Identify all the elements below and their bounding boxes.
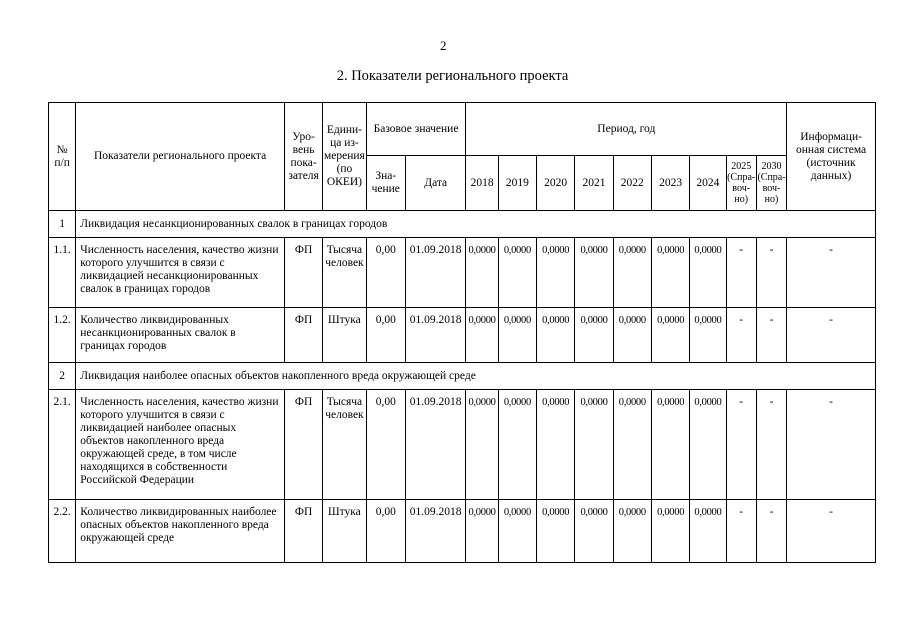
row-value-2025: -	[726, 308, 756, 363]
section-number: 1	[49, 211, 76, 238]
row-level: ФП	[284, 390, 322, 500]
header-base: Базовое значение	[366, 103, 466, 156]
row-unit: Штука	[323, 308, 366, 363]
section-number: 2	[49, 363, 76, 390]
row-number: 1.2.	[49, 308, 76, 363]
row-value-2030: -	[756, 390, 786, 500]
row-value: 0,0000	[651, 238, 689, 308]
row-value-2025: -	[726, 390, 756, 500]
table-row	[49, 308, 876, 363]
row-value-2025: -	[726, 500, 756, 563]
row-info-system: -	[787, 500, 876, 563]
row-level: ФП	[284, 308, 322, 363]
row-value: 0,0000	[466, 238, 498, 308]
row-value: 0,0000	[613, 500, 651, 563]
header-year: 2022	[613, 156, 651, 211]
page-number: 2	[440, 38, 447, 53]
header-base-value: Зна- чение	[366, 156, 405, 211]
row-info-system: -	[787, 308, 876, 363]
header-year: 2024	[690, 156, 726, 211]
indicators-table	[48, 102, 876, 563]
row-base-value: 0,00	[366, 238, 405, 308]
row-number: 2.1.	[49, 390, 76, 500]
header-year-2030: 2030 (Спра- воч- но)	[756, 156, 786, 211]
row-value: 0,0000	[575, 308, 613, 363]
document-title: 2. Показатели регионального проекта	[336, 68, 569, 84]
row-value-2030: -	[756, 500, 786, 563]
row-value-2030: -	[756, 308, 786, 363]
row-base-value: 0,00	[366, 500, 405, 563]
row-level: ФП	[284, 238, 322, 308]
row-value: 0,0000	[498, 390, 536, 500]
header-year: 2018	[466, 156, 498, 211]
row-unit: Тысяча человек	[323, 238, 366, 308]
row-level: ФП	[284, 500, 322, 563]
row-value: 0,0000	[537, 308, 575, 363]
row-value: 0,0000	[537, 500, 575, 563]
row-value: 0,0000	[690, 308, 726, 363]
row-value: 0,0000	[575, 500, 613, 563]
row-indicator: Численность населения, качество жизни которого улучшится в связи с ликвидацией несанкционированных свалок в границах городов	[76, 238, 285, 308]
row-value: 0,0000	[613, 390, 651, 500]
row-value: 0,0000	[690, 238, 726, 308]
header-base-date: Дата	[405, 156, 466, 211]
row-unit: Тысяча человек	[323, 390, 366, 500]
row-value: 0,0000	[575, 238, 613, 308]
row-info-system: -	[787, 390, 876, 500]
section-title: Ликвидация несанкционированных свалок в границах городов	[76, 211, 876, 238]
row-base-value: 0,00	[366, 390, 405, 500]
row-indicator: Численность населения, качество жизни которого улучшится в связи с ликвидацией наиболее опасных объектов накопленного вреда окружающей среде, в том числе находящихся в собственности Российской Федерации	[76, 390, 285, 500]
table-row	[49, 238, 876, 308]
section-title: Ликвидация наиболее опасных объектов накопленного вреда окружающей среде	[76, 363, 876, 390]
header-year: 2020	[537, 156, 575, 211]
header-year: 2019	[498, 156, 536, 211]
row-value-2030: -	[756, 238, 786, 308]
header-period: Период, год	[466, 103, 787, 156]
row-number: 1.1.	[49, 238, 76, 308]
row-indicator: Количество ликвидированных наиболее опасных объектов накопленного вреда окружающей среде	[76, 500, 285, 563]
row-unit: Штука	[323, 500, 366, 563]
header-year-2025: 2025 (Спра- воч- но)	[726, 156, 756, 211]
row-base-date: 01.09.2018	[405, 238, 466, 308]
row-indicator: Количество ликвидированных несанкционированных свалок в границах городов	[76, 308, 285, 363]
row-value: 0,0000	[575, 390, 613, 500]
row-base-value: 0,00	[366, 308, 405, 363]
row-value: 0,0000	[466, 308, 498, 363]
row-value: 0,0000	[690, 500, 726, 563]
header-year: 2023	[651, 156, 689, 211]
row-number: 2.2.	[49, 500, 76, 563]
row-value: 0,0000	[537, 238, 575, 308]
table-row	[49, 500, 876, 563]
header-indicator: Показатели регионального проекта	[76, 103, 285, 211]
section-row	[49, 211, 876, 238]
row-base-date: 01.09.2018	[405, 308, 466, 363]
table-row	[49, 390, 876, 500]
row-value: 0,0000	[498, 238, 536, 308]
row-base-date: 01.09.2018	[405, 390, 466, 500]
row-info-system: -	[787, 238, 876, 308]
row-value: 0,0000	[651, 500, 689, 563]
row-value-2025: -	[726, 238, 756, 308]
row-base-date: 01.09.2018	[405, 500, 466, 563]
row-value: 0,0000	[690, 390, 726, 500]
row-value: 0,0000	[651, 390, 689, 500]
table-header	[49, 103, 876, 211]
row-value: 0,0000	[466, 500, 498, 563]
header-unit: Едини- ца из- мерения (по ОКЕИ)	[323, 103, 366, 211]
header-level: Уро- вень пока- зателя	[284, 103, 322, 211]
header-year: 2021	[575, 156, 613, 211]
row-value: 0,0000	[498, 500, 536, 563]
row-value: 0,0000	[466, 390, 498, 500]
row-value: 0,0000	[498, 308, 536, 363]
row-value: 0,0000	[651, 308, 689, 363]
row-value: 0,0000	[537, 390, 575, 500]
section-row	[49, 363, 876, 390]
row-value: 0,0000	[613, 308, 651, 363]
header-num: № п/п	[49, 103, 76, 211]
header-info-system: Информаци- онная система (источник данных)	[787, 103, 876, 211]
row-value: 0,0000	[613, 238, 651, 308]
